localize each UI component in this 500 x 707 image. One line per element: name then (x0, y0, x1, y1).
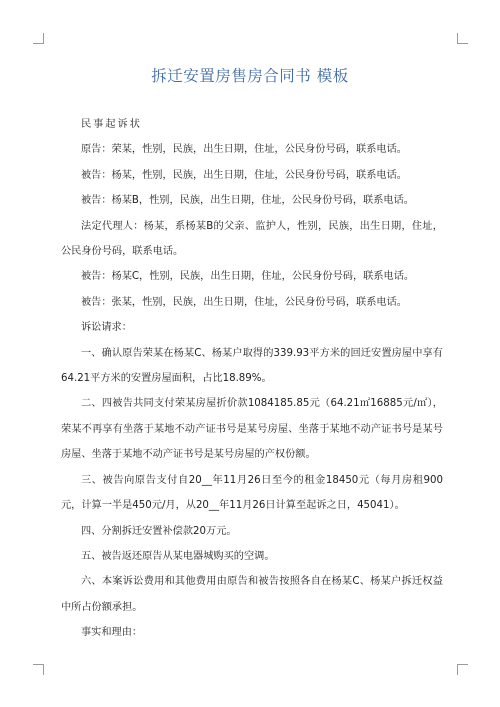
complaint-heading: 民事起诉状 (81, 119, 142, 130)
plaintiff-paragraph: 原告：荣某，性别，民族，出生日期，住址，公民身份号码，联系电话。 (81, 144, 407, 156)
claim-item: 五、被告返还原告从某电器城购买的空调。 (81, 550, 275, 562)
facts-heading: 事实和理由： (81, 627, 143, 639)
claim-item: 四、分割拆迁安置补偿款20万元。 (81, 525, 237, 537)
claim-item: 二、四被告共同支付荣某房屋折价款1084185.85元（64.21㎡16885元/㎡），荣某不再享有坐落于某地不动产证书号是某号房屋、坐落于某地不动产证书号是某号房屋、坐落于某地不动产证书号是某号房屋的产权份额。 (61, 398, 443, 461)
crop-mark-top-right (457, 33, 468, 44)
legal-representative-paragraph: 法定代理人：杨某，系杨某B的父亲、监护人，性别，民族，出生日期，住址，公民身份号码，联系电话。 (61, 220, 443, 258)
defendant-paragraph: 被告：杨某C，性别，民族，出生日期，住址，公民身份号码，联系电话。 (81, 271, 415, 283)
crop-mark-top-left (33, 33, 44, 44)
claims-heading: 诉讼请求： (81, 322, 132, 334)
defendant-paragraph: 被告：杨某B，性别，民族，出生日期，住址，公民身份号码，联系电话。 (81, 195, 414, 207)
document-title: 拆迁安置房售房合同书 模板 (151, 67, 349, 85)
document-body (61, 112, 443, 646)
defendant-paragraph: 被告：杨某，性别，民族，出生日期，住址，公民身份号码，联系电话。 (81, 169, 407, 181)
claim-item: 一、确认原告荣某在杨某C、杨某户取得的339.93平方米的回迁安置房屋中享有64.21平方米的安置房屋面积，占比18.89%。 (61, 347, 443, 385)
defendant-paragraph: 被告：张某，性别，民族，出生日期，住址，公民身份号码，联系电话。 (81, 296, 407, 308)
crop-mark-bottom-right (457, 664, 468, 675)
claim-item: 三、被告向原告支付自20__年11月26日至今的租金18450元（每月房租900元，计算一半是450元/月，从20__年11月26日计算至起诉之日，45041）。 (61, 474, 443, 512)
crop-mark-bottom-left (33, 664, 44, 675)
claim-item: 六、本案诉讼费用和其他费用由原告和被告按照各自在杨某C、杨某户拆迁权益中所占份额承担。 (61, 576, 443, 613)
